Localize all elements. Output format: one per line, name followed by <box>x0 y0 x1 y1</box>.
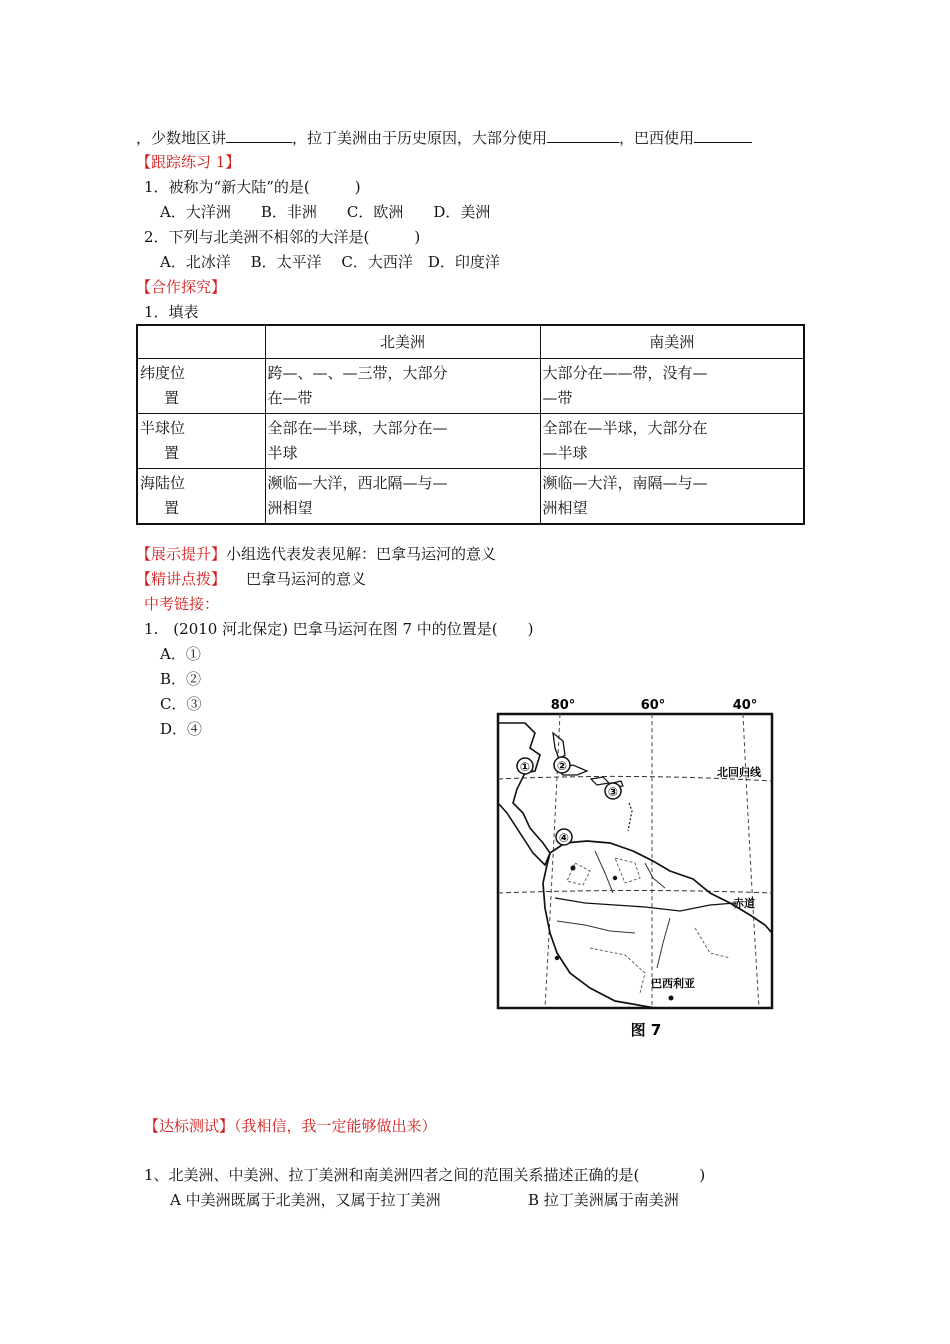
exam-option-a: A．① <box>160 645 201 663</box>
lecture-text: 巴拿马运河的意义 <box>246 570 367 588</box>
intro-text-2: ，拉丁美洲由于历史原因，大部分使用 <box>292 129 548 147</box>
show-text: 小组选代表发表见解：巴拿马运河的意义 <box>226 545 497 563</box>
answer-blank <box>226 128 292 143</box>
north-america-cell <box>265 469 540 525</box>
practice-heading: 【跟踪练习 1】 <box>136 153 241 171</box>
city-dot <box>613 876 617 880</box>
longitude-label: 40° <box>732 698 758 713</box>
map-caption: 图 7 <box>630 1021 662 1039</box>
intro-text-1: ，少数地区讲 <box>136 129 227 147</box>
cell-line: 在—带 <box>267 389 313 407</box>
test-heading: 【达标测试】 <box>144 1117 235 1135</box>
cell-line: 洲相望 <box>267 499 313 517</box>
lecture-line <box>136 569 366 589</box>
row-label-line: 纬度位 <box>140 364 186 382</box>
marker-label: ① <box>519 760 531 774</box>
row-label <box>137 414 265 469</box>
table-header-cell <box>137 325 265 359</box>
table-row <box>137 359 804 414</box>
south-america-cell <box>540 469 804 525</box>
cell-line: 全部在—半球，大部分在 <box>542 419 708 437</box>
cell-line: —半球 <box>542 444 588 462</box>
row-label <box>137 469 265 525</box>
marker-label: ④ <box>558 831 570 845</box>
answer-blank <box>547 128 619 143</box>
table-row <box>137 469 804 525</box>
cell-line: 跨—、—、—三带，大部分 <box>267 364 448 382</box>
exam-option-b: B．② <box>160 670 202 688</box>
equator-label: 赤道 <box>733 897 755 910</box>
north-america-cell <box>265 414 540 469</box>
row-label-line: 海陆位 <box>140 474 186 492</box>
cell-line: 半球 <box>267 444 298 462</box>
row-label-line: 置 <box>164 389 180 407</box>
answer-blank <box>694 128 752 143</box>
table-header-row <box>137 325 804 359</box>
exam-option-d: D．④ <box>160 720 203 738</box>
city-dot <box>555 956 559 960</box>
table-header-cell: 北美洲 <box>265 325 540 359</box>
row-label <box>137 359 265 414</box>
brasilia-dot <box>669 996 674 1001</box>
city-label: 巴西利亚 <box>651 977 695 990</box>
test-option-b: B 拉丁美洲属于南美洲 <box>528 1191 679 1209</box>
test-heading-line <box>144 1116 437 1136</box>
row-label-line: 半球位 <box>140 419 186 437</box>
north-america-cell <box>265 359 540 414</box>
cell-line: 全部在—半球，大部分在— <box>267 419 448 437</box>
practice-question-2: 2．下列与北美洲不相邻的大洋是( ) <box>144 228 421 246</box>
explore-heading: 【合作探究】 <box>136 278 227 296</box>
city-dot <box>571 866 576 871</box>
cell-line: 洲相望 <box>542 499 588 517</box>
marker-label: ② <box>556 759 568 773</box>
table-row <box>137 414 804 469</box>
practice-question-1: 1．被称为“新大陆”的是( ) <box>144 178 361 196</box>
cell-line: —带 <box>542 389 573 407</box>
map-figure <box>495 693 777 1043</box>
test-heading-note: （我相信，我一定能够做出来） <box>234 1117 437 1135</box>
exam-question-1: 1. (2010 河北保定) 巴拿马运河在图 7 中的位置是( ) <box>144 620 534 638</box>
south-america-cell <box>540 414 804 469</box>
practice-question-2-options: A．北冰洋 B．太平洋 C．大西洋 D．印度洋 <box>160 253 500 271</box>
longitude-label: 80° <box>550 698 576 713</box>
cell-line: 大部分在——带，没有— <box>542 364 708 382</box>
exam-heading: 中考链接： <box>144 595 220 613</box>
longitude-label: 60° <box>640 698 666 713</box>
south-america-cell <box>540 359 804 414</box>
table-header-cell: 南美洲 <box>540 325 804 359</box>
cell-line: 濒临—大洋，西北隔—与— <box>267 474 448 492</box>
practice-question-1-options: A．大洋洲 B．非洲 C．欧洲 D．美洲 <box>160 203 491 221</box>
show-line <box>136 544 496 564</box>
cell-line: 濒临—大洋，南隔—与— <box>542 474 708 492</box>
explore-task: 1．填表 <box>144 303 199 321</box>
test-option-a: A 中美洲既属于北美洲，又属于拉丁美洲 <box>170 1191 441 1209</box>
fill-table <box>136 324 805 525</box>
tropic-label: 北回归线 <box>717 766 761 779</box>
row-label-line: 置 <box>164 499 180 517</box>
marker-label: ③ <box>607 785 619 799</box>
intro-text-3: ，巴西使用 <box>619 129 695 147</box>
show-heading: 【展示提升】 <box>136 545 227 563</box>
lecture-heading: 【精讲点拨】 <box>136 570 227 588</box>
test-question-1: 1、北美洲、中美洲、拉丁美洲和南美洲四者之间的范围关系描述正确的是( ) <box>144 1166 706 1184</box>
intro-line <box>136 128 752 148</box>
exam-option-c: C．③ <box>160 695 202 713</box>
row-label-line: 置 <box>164 444 180 462</box>
